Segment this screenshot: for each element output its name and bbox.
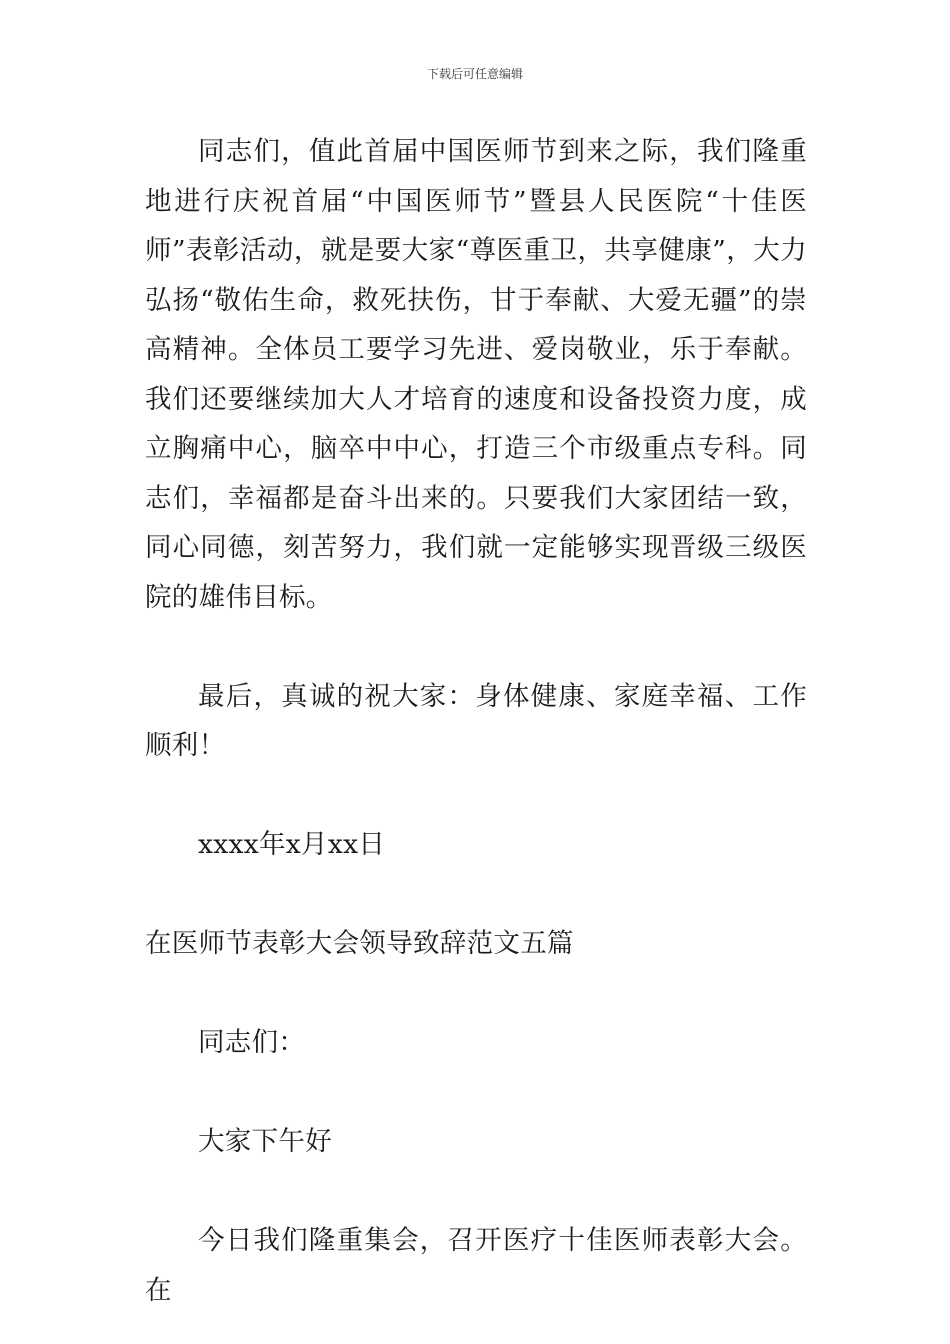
- paragraph-salutation: 同志们：: [198, 1027, 306, 1058]
- paragraph-spacer: [145, 1167, 807, 1217]
- paragraph-opening: 今日我们隆重集会，召开医疗十佳医师表彰大会。在: [145, 1225, 807, 1306]
- paragraph-greeting: 大家下午好: [198, 1126, 332, 1157]
- paragraph-spacer: [145, 771, 807, 821]
- paragraph-closing-speech: 同志们，值此首届中国医师节到来之际，我们隆重地进行庆祝首届“中国医师节”暨县人民医院“十佳医师”表彰活动，就是要大家“尊医重卫，共享健康”，大力弘扬“敬佑生命，救死扶伤，甘于奉献、大爱无疆”的崇高精神。全体员工要学习先进、爱岗敬业，乐于奉献。我们还要继续加大人才培育的速度和设备投资力度，成立胸痛中心，脑卒中中心，打造三个市级重点专科。同志们，幸福都是奋斗出来的。只要我们大家团结一致，同心同德，刻苦努力，我们就一定能够实现晋级三级医院的雄伟目标。: [145, 136, 807, 613]
- paragraph-spacer: [145, 870, 807, 920]
- paragraph-date: xxxx年x月xx日: [198, 829, 386, 860]
- paragraph-wishes: 最后，真诚的祝大家：身体健康、家庭幸福、工作顺利！: [145, 680, 807, 761]
- page-header: 下载后可任意编辑: [426, 67, 523, 81]
- paragraph-spacer: [145, 622, 807, 672]
- paragraph-spacer: [145, 1068, 807, 1118]
- paragraph-spacer: [145, 969, 807, 1019]
- document-body: [145, 127, 807, 1315]
- section-title: 在医师节表彰大会领导致辞范文五篇: [145, 928, 574, 959]
